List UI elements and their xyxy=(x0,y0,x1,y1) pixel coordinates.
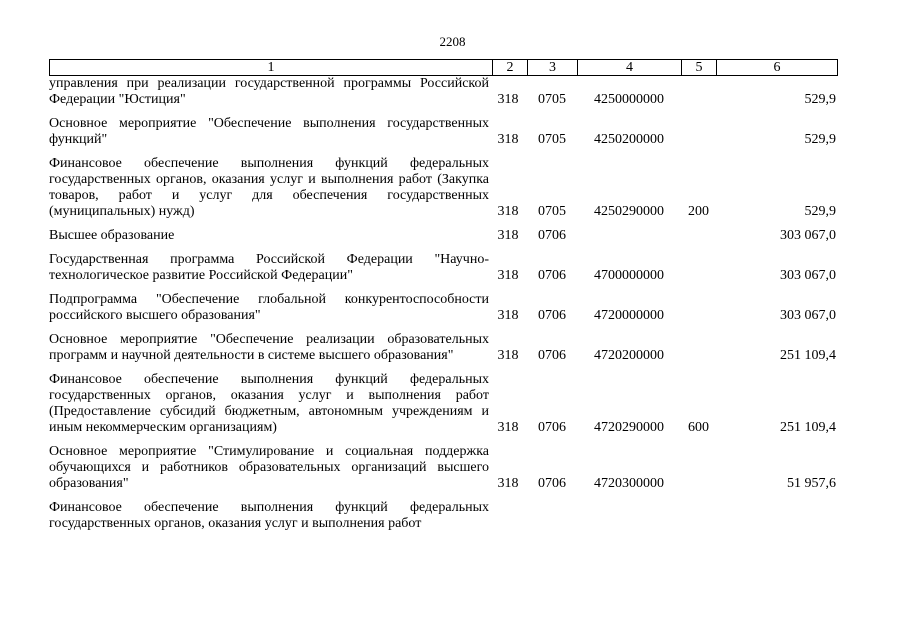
row-section-code: 0706 xyxy=(538,420,566,435)
row-admin-code: 318 xyxy=(497,228,519,243)
row-admin-code: 318 xyxy=(497,204,519,219)
row-name: Основное мероприятие "Стимулирование и социальная поддержка обучающихся и работников образовательных организаций высшего образования" xyxy=(49,444,489,491)
row-section-code: 0706 xyxy=(538,476,566,491)
row-section-code: 0706 xyxy=(538,348,566,363)
row-expense-type xyxy=(681,332,716,372)
row-name: Основное мероприятие "Обеспечение выполнения государственных функций" xyxy=(49,116,489,147)
row-target-code: 4250000000 xyxy=(594,92,664,107)
table-row xyxy=(49,500,837,532)
row-amount: 303 067,0 xyxy=(780,308,836,323)
page-number: 2208 xyxy=(439,34,466,49)
row-expense-type: 200 xyxy=(688,204,709,219)
column-header-4: 4 xyxy=(578,60,682,76)
row-admin-code: 318 xyxy=(497,132,519,147)
column-header-1: 1 xyxy=(50,60,493,76)
row-name: Финансовое обеспечение выполнения функций федеральных государственных органов, оказания услуг и выполнения работ (Закупка товаров, работ и услуг для обеспечения государственных (муниципальных) нужд) xyxy=(49,156,489,219)
row-expense-type: 600 xyxy=(688,420,709,435)
column-header-6: 6 xyxy=(717,60,838,76)
row-amount: 51 957,6 xyxy=(787,476,836,491)
row-name: Финансовое обеспечение выполнения функций федеральных государственных органов, оказания услуг и выполнения работ (Предоставление субсидий бюджетным, автономным учреждениям и иным некоммерческим организациям) xyxy=(49,372,489,435)
row-expense-type xyxy=(681,444,716,500)
row-admin-code: 318 xyxy=(497,348,519,363)
row-target-code xyxy=(577,228,681,252)
row-section-code: 0706 xyxy=(538,268,566,283)
row-amount: 251 109,4 xyxy=(780,348,836,363)
table-row xyxy=(49,156,837,228)
row-section-code: 0705 xyxy=(538,92,566,107)
row-name: Государственная программа Российской Федерации "Научно-технологическое развитие Российской Федерации" xyxy=(49,252,489,283)
column-header-5: 5 xyxy=(682,60,717,76)
row-amount: 529,9 xyxy=(804,132,836,147)
row-expense-type xyxy=(681,500,716,532)
table-row xyxy=(49,444,837,500)
row-admin-code: 318 xyxy=(497,308,519,323)
row-section-code: 0706 xyxy=(538,228,566,243)
table-row xyxy=(49,252,837,292)
row-target-code: 4700000000 xyxy=(594,268,664,283)
row-target-code: 4720000000 xyxy=(594,308,664,323)
row-expense-type xyxy=(681,116,716,156)
table-row xyxy=(49,228,837,252)
row-admin-code xyxy=(489,500,527,532)
table-row xyxy=(49,292,837,332)
column-header-3: 3 xyxy=(528,60,578,76)
table-row xyxy=(49,332,837,372)
column-header-row xyxy=(50,60,838,76)
row-name: Основное мероприятие "Обеспечение реализации образовательных программ и научной деятельности в системе высшего образования" xyxy=(49,332,489,363)
table-row xyxy=(49,372,837,444)
row-name: Высшее образование xyxy=(49,228,175,243)
row-expense-type xyxy=(681,252,716,292)
row-expense-type xyxy=(681,228,716,252)
row-target-code: 4720200000 xyxy=(594,348,664,363)
row-section-code xyxy=(527,500,577,532)
row-name: Финансовое обеспечение выполнения функций федеральных государственных органов, оказания услуг и выполнения работ xyxy=(49,500,489,531)
row-expense-type xyxy=(681,292,716,332)
row-amount: 303 067,0 xyxy=(780,228,836,243)
column-header-table xyxy=(49,59,838,76)
row-admin-code: 318 xyxy=(497,92,519,107)
budget-table xyxy=(49,76,837,532)
row-amount: 251 109,4 xyxy=(780,420,836,435)
row-name: управления при реализации государственной программы Российской Федерации "Юстиция" xyxy=(49,76,489,107)
row-section-code: 0705 xyxy=(538,132,566,147)
table-row xyxy=(49,116,837,156)
row-amount: 303 067,0 xyxy=(780,268,836,283)
row-target-code: 4250200000 xyxy=(594,132,664,147)
table-row xyxy=(49,76,837,116)
row-target-code: 4720300000 xyxy=(594,476,664,491)
row-target-code: 4250290000 xyxy=(594,204,664,219)
row-amount: 529,9 xyxy=(804,204,836,219)
row-expense-type xyxy=(681,76,716,116)
row-admin-code: 318 xyxy=(497,268,519,283)
row-amount xyxy=(716,500,837,532)
row-name: Подпрограмма "Обеспечение глобальной конкурентоспособности российского высшего образования" xyxy=(49,292,489,323)
row-amount: 529,9 xyxy=(804,92,836,107)
row-admin-code: 318 xyxy=(497,476,519,491)
row-target-code: 4720290000 xyxy=(594,420,664,435)
row-target-code xyxy=(577,500,681,532)
row-section-code: 0705 xyxy=(538,204,566,219)
column-header-2: 2 xyxy=(493,60,528,76)
row-admin-code: 318 xyxy=(497,420,519,435)
row-section-code: 0706 xyxy=(538,308,566,323)
